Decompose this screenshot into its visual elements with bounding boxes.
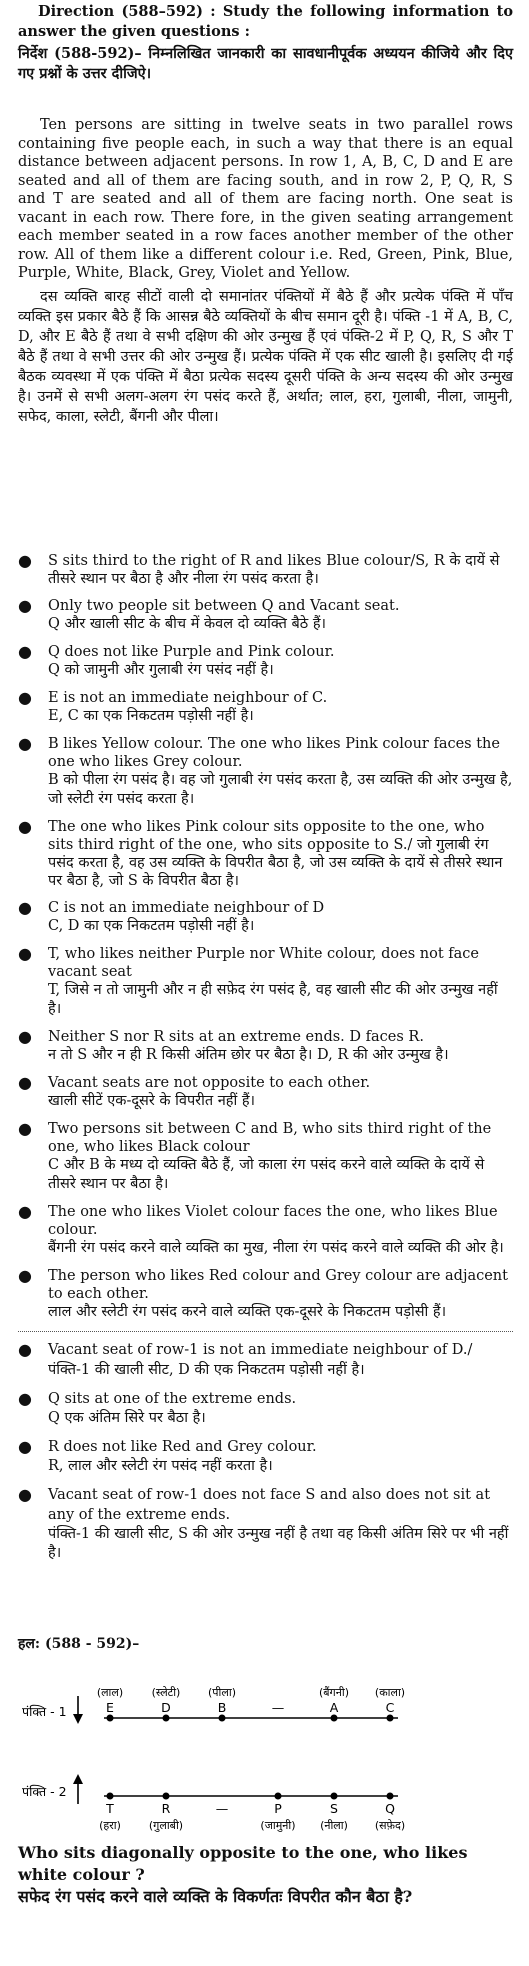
seat-dot xyxy=(387,1793,394,1800)
seat-colour: (बैंगनी) xyxy=(318,1686,350,1699)
seat-colour: (गुलाबी) xyxy=(148,1819,184,1832)
solution-title: हल: (588 - 592)– xyxy=(18,1636,140,1652)
condition-item xyxy=(18,552,513,588)
condition-item xyxy=(18,1120,513,1194)
condition-english: E is not an immediate neighbour of C. xyxy=(48,690,328,706)
seat-colour: (जामुनी) xyxy=(260,1819,296,1832)
condition-list xyxy=(18,552,513,1572)
question-hindi: सफेद रंग पसंद करने वाले व्यक्ति के विकर्णतः विपरीत कौन बैठा है? xyxy=(18,1887,413,1906)
row-2-arrow-up-icon xyxy=(73,1774,83,1804)
bullet-icon: ● xyxy=(18,1437,32,1456)
seat-colour: (पीला) xyxy=(208,1686,236,1699)
condition-english: C is not an immediate neighbour of D xyxy=(48,900,325,916)
bullet-icon: ● xyxy=(18,1119,32,1138)
bullet-icon: ● xyxy=(18,1340,32,1359)
direction-hindi: निर्देश (588-592)– निम्नलिखित जानकारी का सावधानीपूर्वक अध्ययन कीजिये और दिए गए प्रश्नों के उत्तर दीजिऐ। xyxy=(18,45,513,82)
condition-english: The one who likes Pink colour sits opposite to the one, who sits third right of the one, who sits opposite to S./ जो गुलाबी रंग पसंद करता है, वह उस व्यक्ति के विपरीत बैठा है, जो उस व्यक्ति के दायें से तीसरे स्थान पर बैठा है, जो S के विपरीत बैठा है। xyxy=(48,819,503,889)
vacant-seat: — xyxy=(215,1801,229,1816)
condition-hindi: Q को जामुनी और गुलाबी रंग पसंद नहीं है। xyxy=(48,662,274,678)
bullet-icon: ● xyxy=(18,642,32,661)
seat-colour: (नीला) xyxy=(320,1819,348,1832)
condition-english: Neither S nor R sits at an extreme ends. D faces R. xyxy=(48,1029,424,1045)
condition-english: The one who likes Violet colour faces the one, who likes Blue colour. xyxy=(48,1204,498,1238)
condition-english: Q does not like Purple and Pink colour. xyxy=(48,644,335,660)
condition-hindi: Q और खाली सीट के बीच में केवल दो व्यक्ति बैठे हैं। xyxy=(48,616,327,632)
seat-colour: (सफ़ेद) xyxy=(374,1819,406,1832)
condition-item xyxy=(18,1340,513,1380)
bullet-icon: ● xyxy=(18,898,32,917)
condition-item xyxy=(18,945,513,1019)
condition-english: Two persons sit between C and B, who sits third right of the one, who likes Black colour xyxy=(48,1121,492,1155)
bullet-icon: ● xyxy=(18,1485,32,1504)
condition-item xyxy=(18,1389,513,1428)
condition-item xyxy=(18,1203,513,1258)
condition-english: Vacant seats are not opposite to each other. xyxy=(48,1075,371,1091)
condition-item xyxy=(18,1267,513,1322)
condition-item xyxy=(18,1074,513,1111)
condition-item xyxy=(18,597,513,634)
bullet-icon: ● xyxy=(18,734,32,753)
intro-passage xyxy=(18,116,513,431)
seat-colour: (स्लेटी) xyxy=(151,1686,181,1699)
seat-dot xyxy=(107,1715,114,1722)
bullet-icon: ● xyxy=(18,1027,32,1046)
bullet-icon: ● xyxy=(18,551,32,570)
bullet-icon: ● xyxy=(18,1202,32,1221)
condition-item xyxy=(18,689,513,726)
seat-dot xyxy=(331,1793,338,1800)
condition-item xyxy=(18,643,513,680)
condition-english: The person who likes Red colour and Grey colour are adjacent to each other. xyxy=(48,1268,508,1302)
condition-english: Vacant seat of row-1 is not an immediate neighbour of D./ पंक्ति-1 की खाली सीट, D की एक निकटतम पड़ोसी नहीं है। xyxy=(48,1342,473,1378)
question xyxy=(18,1842,513,1908)
seat-dot xyxy=(387,1715,394,1722)
seat-colour: (लाल) xyxy=(96,1686,124,1699)
condition-hindi: न तो S और न ही R किसी अंतिम छोर पर बैठा है। D, R की ओर उन्मुख है। xyxy=(48,1047,449,1063)
condition-hindi: R, लाल और स्लेटी रंग पसंद नहीं करता है। xyxy=(48,1458,273,1474)
seat-person: R xyxy=(161,1801,171,1816)
condition-list-part-1 xyxy=(18,552,513,1322)
bullet-icon: ● xyxy=(18,1266,32,1285)
condition-item xyxy=(18,1485,513,1563)
intro-english: Ten persons are sitting in twelve seats in two parallel rows containing five people each, in such a way that there is an equal distance between adjacent persons. In row 1, A, B, C, D and E are seated and all of them are facing south, and in row 2, P, Q, R, S and T are seated and all of them are facing north. One seat is vacant in each row. There fore, in the given seating arrangement each member seated in a row faces another member of the other row. All of them like a different colour i.e. Red, Green, Pink, Blue, Purple, White, Black, Grey, Violet and Yellow. xyxy=(18,117,513,281)
condition-item xyxy=(18,735,513,809)
condition-item xyxy=(18,818,513,890)
bullet-icon: ● xyxy=(18,1389,32,1408)
condition-english: R does not like Red and Grey colour. xyxy=(48,1439,317,1455)
bullet-icon: ● xyxy=(18,596,32,615)
condition-hindi: T, जिसे न तो जामुनी और न ही सफ़ेद रंग पसंद है, वह खाली सीट की ओर उन्मुख नहीं है। xyxy=(48,982,498,1017)
seat-person: A xyxy=(329,1700,339,1715)
condition-list-part-2 xyxy=(18,1340,513,1563)
seat-person: S xyxy=(330,1801,338,1816)
condition-item xyxy=(18,1437,513,1476)
vacant-seat: — xyxy=(271,1700,285,1715)
row-1-label: पंक्ति - 1 xyxy=(22,1704,67,1719)
seat-person: P xyxy=(274,1801,282,1816)
seat-person: T xyxy=(106,1801,114,1816)
seat-person: D xyxy=(161,1700,171,1715)
seating-diagram xyxy=(0,1650,529,1840)
row-2-seats xyxy=(99,1793,405,1833)
bullet-icon: ● xyxy=(18,688,32,707)
condition-hindi: E, C का एक निकटतम पड़ोसी नहीं है। xyxy=(48,708,254,724)
condition-hindi: C और B के मध्य दो व्यक्ति बैठे हैं, जो काला रंग पसंद करने वाले व्यक्ति के दायें से तीसरे स्थान पर बैठा है। xyxy=(48,1157,485,1192)
seat-dot xyxy=(163,1715,170,1722)
condition-english: S sits third to the right of R and likes Blue colour/S, R के दायें से तीसरे स्थान पर बैठा है और नीला रंग पसंद करता है। xyxy=(48,553,500,587)
direction-english: Direction (588–592) : Study the following information to answer the given questions : xyxy=(18,3,513,40)
row-2-label: पंक्ति - 2 xyxy=(22,1784,67,1799)
seat-dot xyxy=(163,1793,170,1800)
bullet-icon: ● xyxy=(18,1073,32,1092)
bullet-icon: ● xyxy=(18,944,32,963)
row-1-seats xyxy=(97,1686,405,1722)
condition-hindi: लाल और स्लेटी रंग पसंद करने वाले व्यक्ति एक-दूसरे के निकटतम पड़ोसी हैं। xyxy=(48,1304,447,1320)
seat-person: B xyxy=(217,1700,227,1715)
intro-hindi: दस व्यक्ति बारह सीटों वाली दो समानांतर पंक्तियों में बैठे हैं और प्रत्येक पंक्ति में पाँच व्यक्ति इस प्रकार बैठे हैं कि आसन्न बैठे व्यक्तियों के बीच समान दूरी है। पंक्ति -1 में A, B, C, D, और E बैठे हैं तथा वे सभी दक्षिण की ओर उन्मुख हैं एवं पंक्ति-2 में P, Q, R, S और T बैठे हैं तथा वे सभी उत्तर की ओर उन्मुख हैं। प्रत्येक पंक्ति में एक सीट खाली है। इसलिए दी गई बैठक व्यवस्था में एक पंक्ति में बैठा प्रत्येक सदस्य दूसरी पंक्ति के अन्य सदस्य की ओर उन्मुख है। उनमें से सभी अलग-अलग रंग पसंद करते हैं, अर्थात; लाल, हरा, गुलाबी, नीला, जामुनी, सफेद, काला, स्लेटी, बैंगनी और पीला। xyxy=(18,288,513,425)
seat-dot xyxy=(275,1793,282,1800)
condition-english: Vacant seat of row-1 does not face S and also does not sit at any of the extreme ends. xyxy=(48,1487,491,1523)
dotted-divider xyxy=(18,1331,513,1332)
seat-colour: (हरा) xyxy=(99,1819,121,1832)
condition-hindi: Q एक अंतिम सिरे पर बैठा है। xyxy=(48,1410,206,1426)
condition-hindi: बैंगनी रंग पसंद करने वाले व्यक्ति का मुख, नीला रंग पसंद करने वाले व्यक्ति की ओर है। xyxy=(48,1240,504,1256)
condition-hindi: पंक्ति-1 की खाली सीट, S की ओर उन्मुख नहीं है तथा वह किसी अंतिम सिरे पर भी नहीं है। xyxy=(48,1526,509,1561)
condition-english: Only two people sit between Q and Vacant seat. xyxy=(48,598,400,614)
condition-english: Q sits at one of the extreme ends. xyxy=(48,1391,297,1407)
condition-hindi: खाली सीटें एक-दूसरे के विपरीत नहीं हैं। xyxy=(48,1093,256,1109)
seat-dot xyxy=(331,1715,338,1722)
seat-person: E xyxy=(106,1700,114,1715)
condition-hindi: B को पीला रंग पसंद है। वह जो गुलाबी रंग पसंद करता है, उस व्यक्ति की ओर उन्मुख है, जो स्लेटी रंग पसंद करता है। xyxy=(48,772,513,807)
question-english: Who sits diagonally opposite to the one, who likes white colour ? xyxy=(18,1843,468,1884)
bullet-icon: ● xyxy=(18,817,32,836)
condition-hindi: C, D का एक निकटतम पड़ोसी नहीं है। xyxy=(48,918,255,934)
seat-person: Q xyxy=(385,1801,395,1816)
row-1-arrow-down-icon xyxy=(73,1696,83,1724)
condition-item xyxy=(18,1028,513,1065)
seat-dot xyxy=(107,1793,114,1800)
seat-person: C xyxy=(385,1700,395,1715)
seat-colour: (काला) xyxy=(374,1686,406,1699)
condition-item xyxy=(18,899,513,936)
condition-english: B likes Yellow colour. The one who likes Pink colour faces the one who likes Grey colour. xyxy=(48,736,500,770)
seat-dot xyxy=(219,1715,226,1722)
condition-english: T, who likes neither Purple nor White colour, does not face vacant seat xyxy=(48,946,479,980)
